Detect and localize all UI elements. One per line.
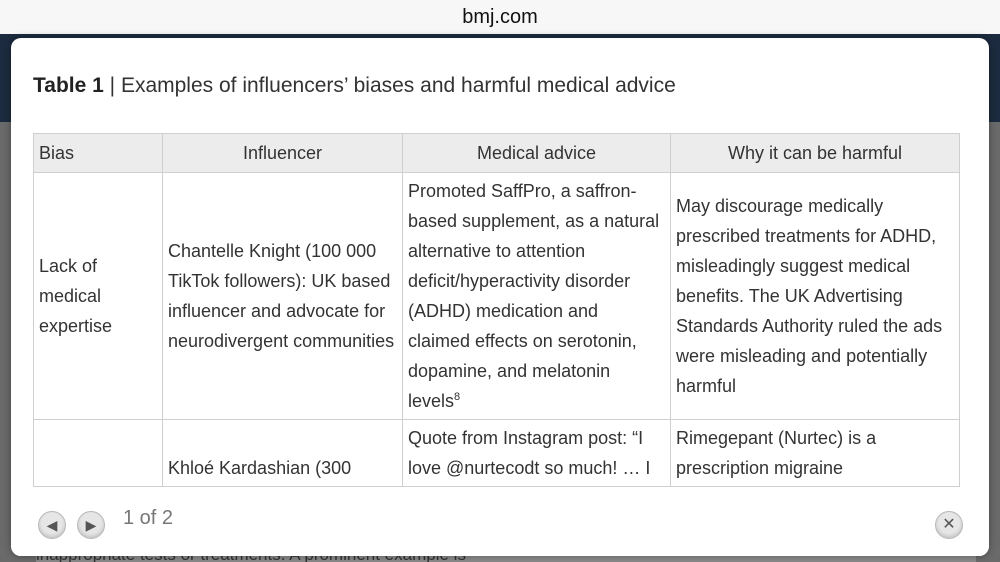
column-header-medical-advice: Medical advice: [403, 134, 671, 173]
table-caption: [33, 74, 676, 98]
cell-bias: Lack of medical expertise: [34, 173, 163, 420]
table-modal: [11, 38, 989, 556]
browser-domain: bmj.com: [462, 6, 538, 28]
cell-influencer: Chantelle Knight (100 000 TikTok followers): UK based influencer and advocate for neurodivergent communities: [163, 173, 403, 420]
cell-medical-advice: [403, 173, 671, 420]
arrow-left-icon: ◀: [46, 517, 58, 533]
cell-harm: May discourage medically prescribed treatments for ADHD, misleadingly suggest medical benefits. The UK Advertising Standards Authority ruled the ads were misleading and potentially harmful: [671, 173, 960, 420]
cell-medical-advice: Quote from Instagram post: “I love @nurtecodt so much! … I: [403, 420, 671, 487]
next-button[interactable]: [77, 511, 105, 539]
influencer-text: Khloé Kardashian (300: [168, 458, 352, 478]
column-header-bias: Bias: [34, 134, 163, 173]
advice-text: Promoted SaffPro, a saffron-based supplement, as a natural alternative to attention deficit/hyperactivity disorder (ADHD) medication and claimed effects on serotonin, dopamine, and melatonin levels: [408, 181, 660, 411]
previous-button[interactable]: [38, 511, 66, 539]
close-icon: ✕: [942, 516, 956, 533]
influencer-table: [33, 133, 960, 487]
cell-harm: Rimegepant (Nurtec) is a prescription migraine: [671, 420, 960, 487]
table-scroll-area[interactable]: [33, 133, 961, 500]
table-caption-label: Table 1: [33, 74, 104, 97]
page-indicator: 1 of 2: [123, 507, 174, 529]
arrow-right-icon: ▶: [85, 517, 97, 533]
close-button[interactable]: [935, 511, 963, 539]
browser-url-bar[interactable]: [0, 0, 1000, 34]
cell-influencer: [163, 420, 403, 487]
cell-bias: [34, 420, 163, 487]
table-caption-title: Examples of influencers’ biases and harmful medical advice: [120, 74, 676, 97]
table-header-row: [34, 134, 960, 173]
table-row: [34, 420, 960, 487]
table-row: [34, 173, 960, 420]
reference-link[interactable]: 8: [454, 391, 461, 403]
table-caption-separator: |: [103, 74, 121, 97]
column-header-influencer: Influencer: [163, 134, 403, 173]
column-header-harm: Why it can be harmful: [671, 134, 960, 173]
